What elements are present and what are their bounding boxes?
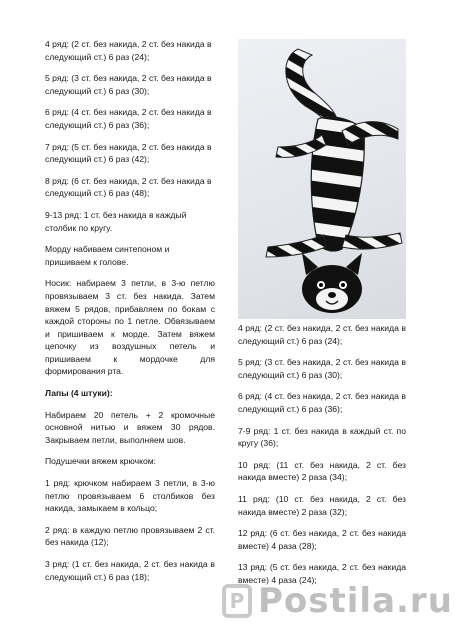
- instruction-right-row-7-9: 7-9 ряд: 1 ст. без накида в каждый ст. по кругу (36);: [238, 425, 406, 449]
- instruction-paws: Набираем 20 петель + 2 кромочные основной нитью и вяжем 30 рядов. Закрываем петли, выполняем шов.: [45, 409, 215, 445]
- instruction-right-row-6: 6 ряд: (4 ст. без накида, 2 ст. без накида в следующий ст.) 6 раз (36);: [238, 391, 406, 414]
- instruction-row-5: 5 ряд: (3 ст. без накида, 2 ст. без накида в следующий ст.) 6 раз (30);: [45, 73, 212, 96]
- instruction-right-row-12: 12 ряд: (6 ст. без накида, 2 ст. без накида вместе) 4 раза (28);: [238, 528, 406, 551]
- striped-cat-photo: [238, 39, 406, 319]
- instruction-nose: Носик: набираем 3 петли, в 3-ю петлю провязываем 3 ст. без накида. Затем вяжем 5 рядов, прибавляем по бокам с каждой стороны по 1 петле. Обвязываем и пришиваем к морде. Затем вяжем цепочку из воздушных петель и пришиваем к мордочке для формирования рта.: [45, 278, 215, 377]
- instruction-row-7: 7 ряд: (5 ст. без накида, 2 ст. без накида в следующий ст.) 6 раз (42);: [45, 141, 212, 165]
- instruction-pads-row-2: 2 ряд: в каждую петлю провязываем 2 ст. без накида (12);: [45, 524, 215, 548]
- watermark-text: Postila.ru: [258, 581, 453, 621]
- instruction-row-8: 8 ряд: (6 ст. без накида, 2 ст. без накида в следующий ст.) 6 раз (48);: [45, 175, 212, 199]
- instruction-row-9-13: 9-13 ряд: 1 ст. без накида в каждый столбик по кругу.: [45, 209, 187, 233]
- postila-logo-icon: P: [222, 584, 252, 618]
- instruction-right-row-4: 4 ряд: (2 ст. без накида, 2 ст. без накида в следующий ст.) 6 раз (24);: [238, 323, 406, 346]
- right-text-column: [238, 322, 406, 596]
- instruction-right-row-10: 10 ряд: (11 ст. без накида, 2 ст. без накида вместе) 2 раза (34);: [238, 459, 406, 483]
- instruction-pads-row-3: 3 ряд: (1 ст. без накида, 2 ст. без накида в следующий ст.) 6 раз (18);: [45, 559, 215, 582]
- instruction-pads-row-1: 1 ряд: крючком набираем 3 петли, в 3-ю петлю провязываем 6 столбиков без накида, замыкаем в кольцо;: [45, 478, 215, 514]
- instruction-pads-intro: Подушечки вяжем крючком:: [45, 456, 157, 467]
- instruction-row-4: 4 ряд: (2 ст. без накида, 2 ст. без накида в следующий ст.) 6 раз (24);: [45, 39, 212, 62]
- instruction-muzzle: Морду набиваем синтепоном и пришиваем к голове.: [45, 244, 170, 267]
- instruction-right-row-13: 13 ряд: (5 ст. без накида, 2 ст. без накида вместе) 4 раза (24);: [238, 562, 406, 585]
- instruction-right-row-11: 11 ряд: (10 ст. без накида, 2 ст. без накида вместе) 2 раза (32);: [238, 493, 406, 517]
- striped-cat-illustration: [238, 39, 406, 319]
- left-text-column: [45, 38, 215, 592]
- instruction-row-6: 6 ряд: (4 ст. без накида, 2 ст. без накида в следующий ст.) 6 раз (36);: [45, 107, 212, 130]
- section-heading-paws: Лапы (4 штуки):: [45, 388, 113, 399]
- instruction-right-row-5: 5 ряд: (3 ст. без накида, 2 ст. без накида в следующий ст.) 6 раз (30);: [238, 357, 406, 380]
- postila-watermark: [222, 576, 460, 626]
